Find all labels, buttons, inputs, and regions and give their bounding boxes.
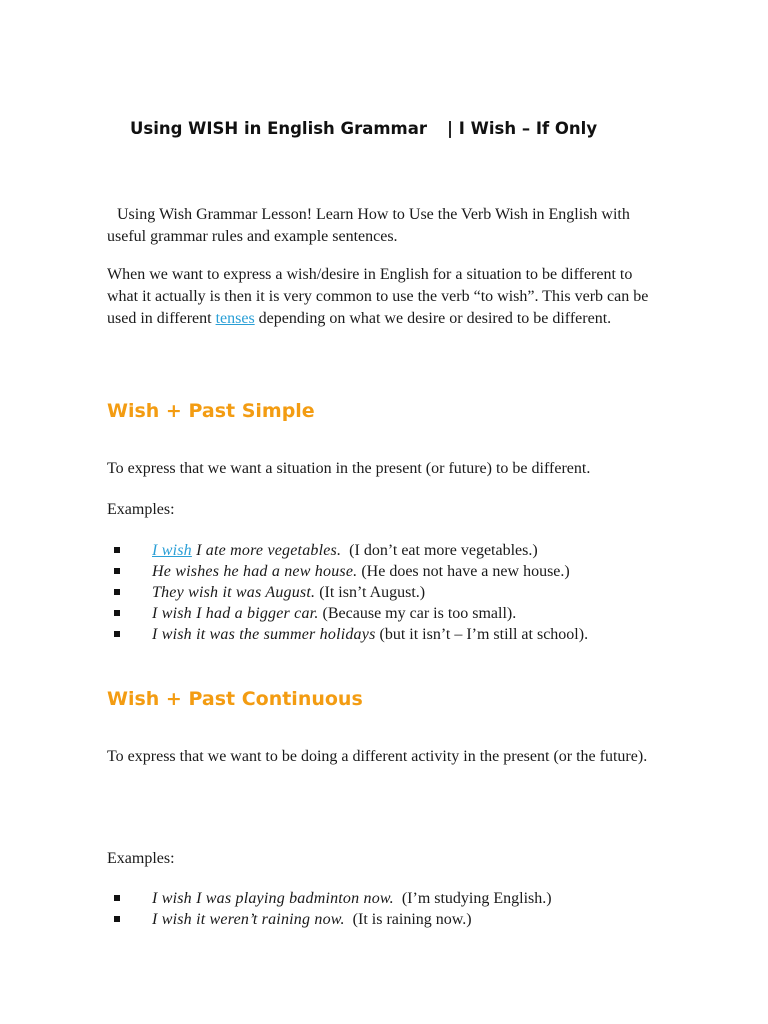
list-item bbox=[112, 909, 692, 930]
example-italic: I wish I had a bigger car. bbox=[152, 605, 319, 622]
explanation-paragraph bbox=[107, 264, 667, 330]
example-italic: I ate more vegetables. bbox=[191, 542, 342, 559]
example-note: (He does not have a new house.) bbox=[357, 563, 570, 580]
list-item bbox=[112, 624, 692, 645]
past-simple-description: To express that we want a situation in the present (or future) to be different. bbox=[107, 460, 591, 477]
past-continuous-description: To express that we want to be doing a different activity in the present (or the future). bbox=[107, 748, 648, 765]
list-item bbox=[112, 888, 692, 909]
example-note: (but it isn’t – I’m still at school). bbox=[375, 626, 589, 643]
explanation-text-end: depending on what we desire or desired to be different. bbox=[254, 310, 612, 327]
past-simple-examples-label: Examples: bbox=[107, 501, 175, 518]
list-item bbox=[112, 582, 692, 603]
page-title-sub: | I Wish – If Only bbox=[447, 119, 598, 138]
page-title-main: Using WISH in English Grammar bbox=[130, 119, 428, 138]
list-item bbox=[112, 603, 692, 624]
example-note: (It isn’t August.) bbox=[315, 584, 426, 601]
square-bullet-icon bbox=[114, 610, 120, 616]
example-italic: I wish I was playing badminton now. bbox=[152, 890, 394, 907]
square-bullet-icon bbox=[114, 568, 120, 574]
square-bullet-icon bbox=[114, 589, 120, 595]
square-bullet-icon bbox=[114, 547, 120, 553]
example-italic: I wish it was the summer holidays bbox=[152, 626, 376, 643]
example-italic: They wish it was August. bbox=[152, 584, 316, 601]
intro-paragraph bbox=[107, 204, 667, 248]
list-item bbox=[112, 561, 692, 582]
page-title bbox=[130, 119, 597, 138]
example-note: (It is raining now.) bbox=[344, 911, 472, 928]
intro-text: Using Wish Grammar Lesson! Learn How to Use the Verb Wish in English with useful grammar rules and example sentences. bbox=[107, 206, 630, 245]
tenses-link[interactable]: tenses bbox=[215, 310, 255, 327]
heading-past-simple: Wish + Past Simple bbox=[107, 400, 315, 422]
example-italic: I wish it weren’t raining now. bbox=[152, 911, 345, 928]
example-note: (I’m studying English.) bbox=[393, 890, 552, 907]
square-bullet-icon bbox=[114, 895, 120, 901]
past-continuous-examples-label: Examples: bbox=[107, 850, 175, 867]
heading-past-continuous: Wish + Past Continuous bbox=[107, 688, 363, 710]
past-simple-example-list bbox=[112, 540, 692, 645]
past-continuous-example-list bbox=[112, 888, 692, 930]
i-wish-link[interactable]: I wish bbox=[152, 542, 192, 559]
square-bullet-icon bbox=[114, 916, 120, 922]
list-item bbox=[112, 540, 692, 561]
example-note: (Because my car is too small). bbox=[318, 605, 517, 622]
explanation-text-start: When we want to express a wish/desire in English for a situation to be different to what it actually is then it is very common to use the verb “to wish”. This verb can be used in different bbox=[107, 266, 649, 327]
example-note: (I don’t eat more vegetables.) bbox=[341, 542, 538, 559]
example-italic: He wishes he had a new house. bbox=[152, 563, 358, 580]
square-bullet-icon bbox=[114, 631, 120, 637]
